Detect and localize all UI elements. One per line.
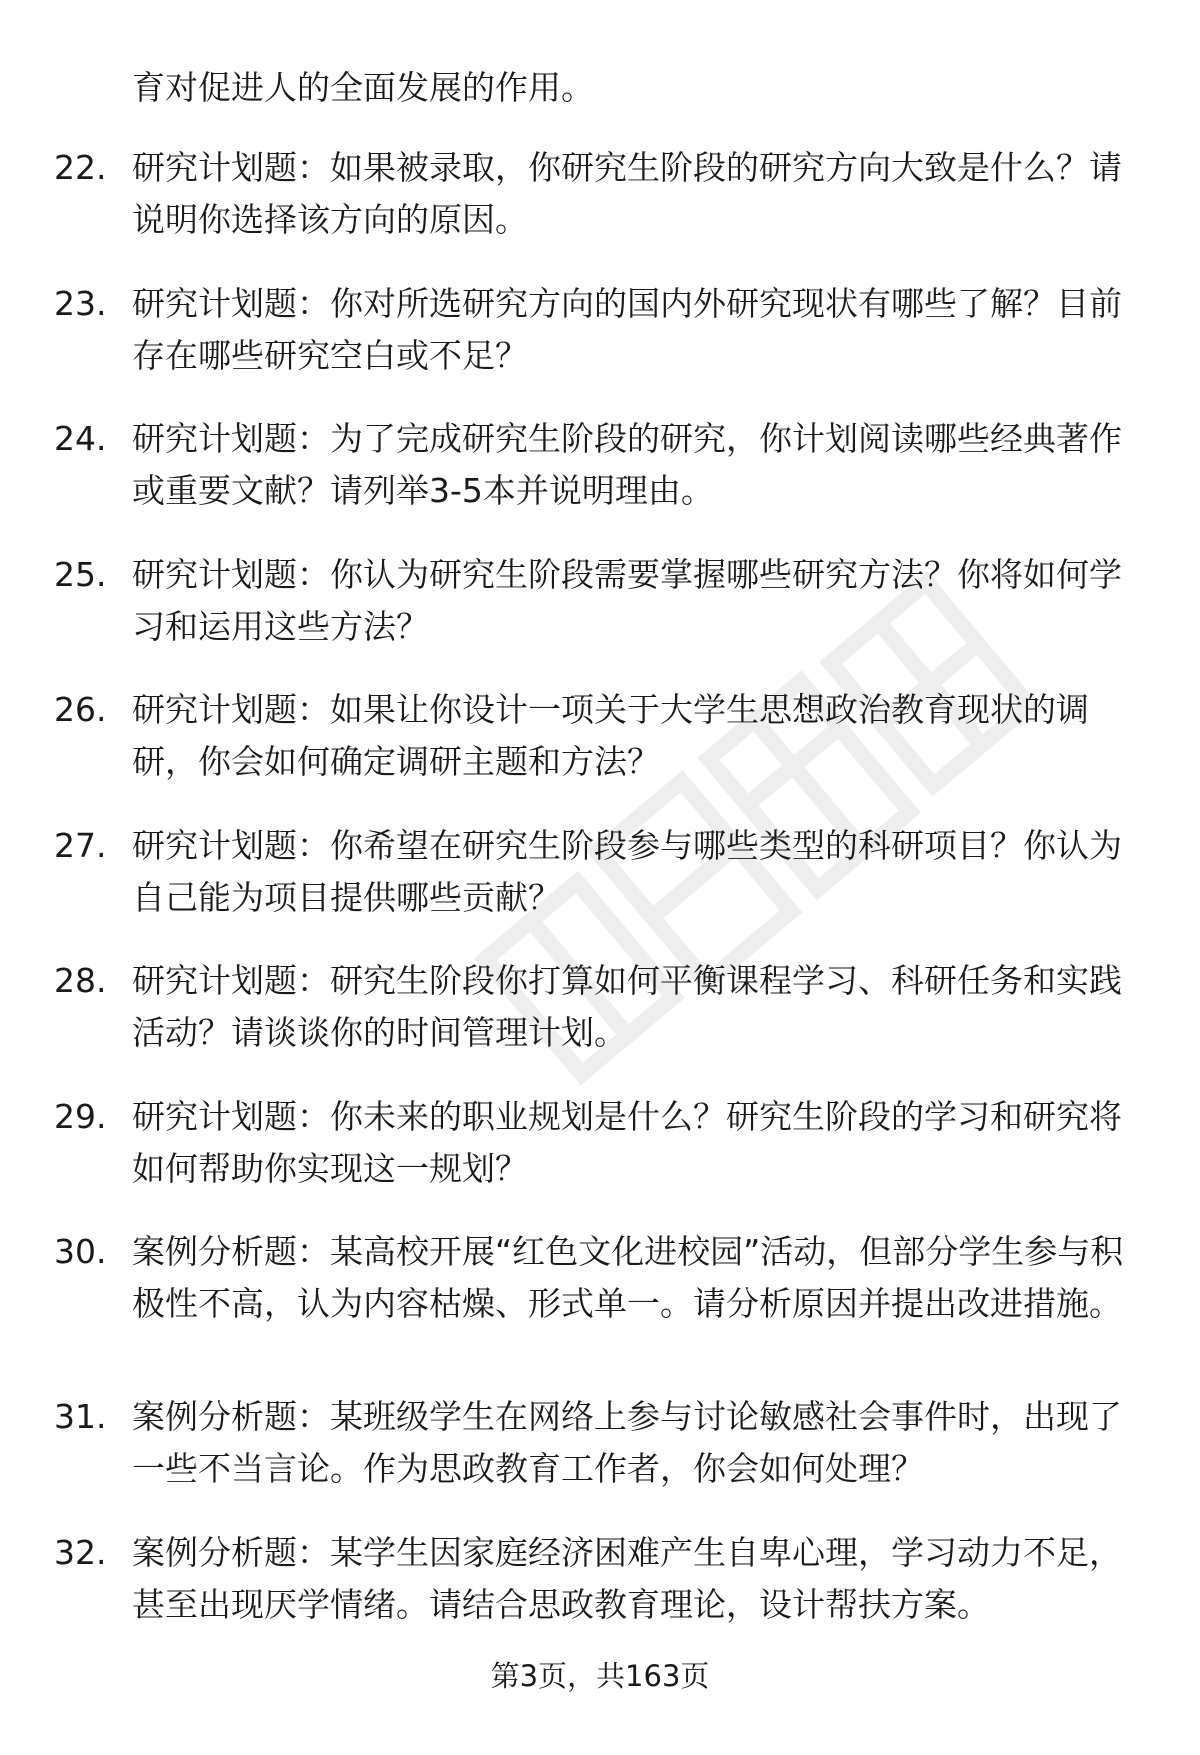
question-text: 案例分析题：某高校开展“红色文化进校园”活动，但部分学生参与积极性不高，认为内容枯燥、形式单一。请分析原因并提出改进措施。 — [132, 1232, 1124, 1323]
question-number: 31. — [54, 1397, 107, 1436]
question-text: 案例分析题：某班级学生在网络上参与讨论敏感社会事件时，出现了一些不当言论。作为思政教育工作者，你会如何处理？ — [132, 1397, 1122, 1488]
question-list — [0, 142, 1200, 1662]
question-item — [0, 413, 1200, 549]
question-number: 29. — [54, 1096, 107, 1136]
question-number: 27. — [54, 825, 107, 865]
question-text: 研究计划题：研究生阶段你打算如何平衡课程学习、科研任务和实践活动？请谈谈你的时间管理计划。 — [132, 961, 1122, 1052]
question-number: 24. — [54, 419, 107, 458]
question-number: 25. — [54, 554, 107, 594]
question-item — [0, 278, 1200, 414]
continuation-text: 育对促进人的全面发展的作用。 — [132, 68, 594, 107]
question-item — [0, 820, 1200, 956]
question-item — [0, 1527, 1200, 1663]
question-text: 案例分析题：某学生因家庭经济困难产生自卑心理，学习动力不足，甚至出现厌学情绪。请结合思政教育理论，设计帮扶方案。 — [132, 1532, 1122, 1624]
question-item — [0, 549, 1200, 685]
question-text: 研究计划题：你未来的职业规划是什么？研究生阶段的学习和研究将如何帮助你实现这一规划？ — [132, 1096, 1122, 1188]
page-footer: 第3页，共163页 — [490, 1659, 710, 1693]
question-number: 30. — [54, 1232, 107, 1271]
question-item — [0, 684, 1200, 820]
question-text: 研究计划题：你认为研究生阶段需要掌握哪些研究方法？你将如何学习和运用这些方法？ — [132, 554, 1122, 646]
question-number: 26. — [54, 690, 107, 729]
question-number: 32. — [54, 1532, 107, 1572]
question-text: 研究计划题：你对所选研究方向的国内外研究现状有哪些了解？目前存在哪些研究空白或不足？ — [132, 283, 1122, 375]
question-text: 研究计划题：你希望在研究生阶段参与哪些类型的科研项目？你认为自己能为项目提供哪些贡献？ — [132, 825, 1122, 917]
question-number: 22. — [54, 148, 107, 187]
question-text: 研究计划题：为了完成研究生阶段的研究，你计划阅读哪些经典著作或重要文献？请列举3-5本并说明理由。 — [132, 419, 1122, 510]
question-number: 23. — [54, 283, 107, 323]
question-item — [0, 1391, 1200, 1527]
question-text: 研究计划题：如果被录取，你研究生阶段的研究方向大致是什么？请说明你选择该方向的原因。 — [132, 148, 1122, 239]
question-item — [0, 1091, 1200, 1227]
question-text: 研究计划题：如果让你设计一项关于大学生思想政治教育现状的调研，你会如何确定调研主题和方法？ — [132, 690, 1089, 781]
question-item — [0, 955, 1200, 1091]
question-number: 28. — [54, 961, 107, 1000]
question-item — [0, 1226, 1200, 1391]
question-item — [0, 142, 1200, 278]
